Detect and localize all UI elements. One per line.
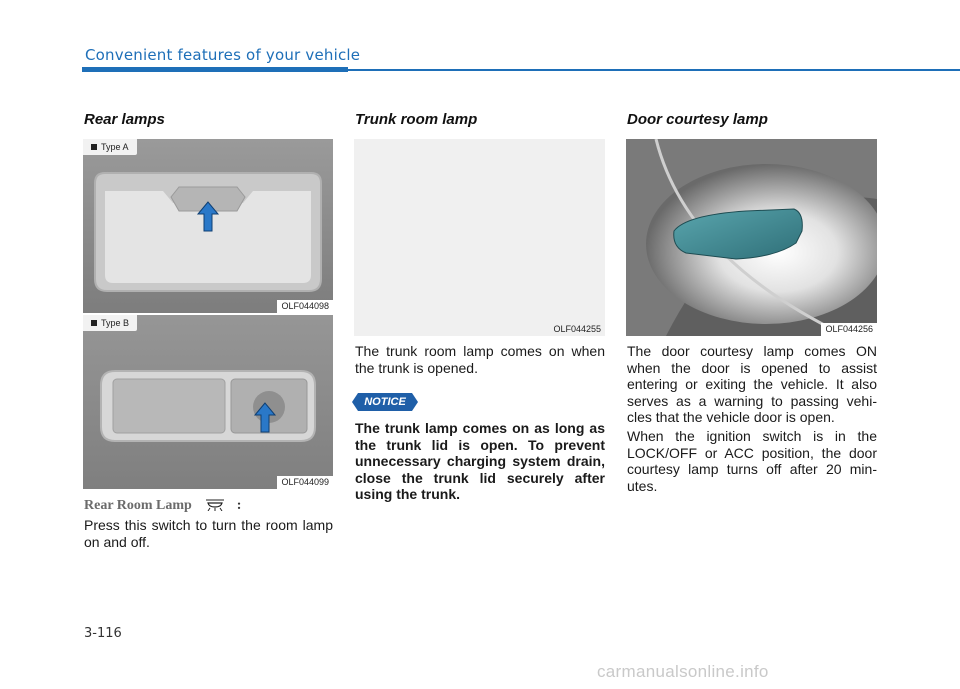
trunk-room-lamp-heading: Trunk room lamp bbox=[355, 111, 478, 128]
type-b-label: Type B bbox=[83, 315, 137, 331]
watermark: carmanualsonline.info bbox=[597, 662, 769, 681]
trunk-room-lamp-figure bbox=[354, 139, 605, 336]
room-lamp-icon bbox=[202, 497, 228, 511]
header-rule-thin bbox=[348, 69, 960, 71]
rear-lamp-type-b-illustration bbox=[83, 315, 333, 489]
door-courtesy-lamp-figure bbox=[626, 139, 877, 336]
subheading-colon: : bbox=[236, 498, 242, 513]
page-number: 3-116 bbox=[84, 626, 122, 641]
figure-code: OLF044099 bbox=[277, 476, 333, 489]
door-courtesy-lamp-illustration bbox=[626, 139, 877, 336]
figure-code: OLF044256 bbox=[821, 323, 877, 336]
figure-code: OLF044255 bbox=[549, 323, 605, 336]
section-title: Convenient features of your vehicle bbox=[85, 46, 361, 64]
rear-lamp-type-b-figure bbox=[83, 315, 333, 489]
rear-lamps-heading: Rear lamps bbox=[84, 111, 165, 128]
rear-room-lamp-subheading bbox=[84, 496, 241, 514]
trunk-room-lamp-text: The trunk room lamp comes on when the trunk is opened. bbox=[355, 343, 605, 376]
rear-lamp-type-a-figure bbox=[83, 139, 333, 313]
figure-code: OLF044098 bbox=[277, 300, 333, 313]
rear-room-lamp-text: Press this switch to turn the room lamp on and off. bbox=[84, 517, 333, 550]
notice-text: The trunk lamp comes on as long as the trunk lid is open. To prevent unnecessary charging system drain, close the trunk lid securely after using the trunk. bbox=[355, 420, 605, 502]
notice-label: NOTICE bbox=[364, 396, 406, 408]
header-rule-thick bbox=[82, 67, 348, 72]
door-courtesy-lamp-heading: Door courtesy lamp bbox=[627, 111, 768, 128]
rear-lamp-type-a-illustration bbox=[83, 139, 333, 313]
type-a-label: Type A bbox=[83, 139, 137, 155]
subheading-text: Rear Room Lamp bbox=[84, 498, 192, 513]
door-courtesy-lamp-text: The door courtesy lamp comes ON when the door is opened to assist entering or exiting the vehicle. It also serves as a warning to passing vehi-cles that the vehicle door is open. bbox=[627, 343, 877, 425]
door-courtesy-lamp-text-2: When the ignition switch is in the LOCK/OFF or ACC position, the door courtesy lamp turns off after 20 min-utes. bbox=[627, 428, 877, 494]
